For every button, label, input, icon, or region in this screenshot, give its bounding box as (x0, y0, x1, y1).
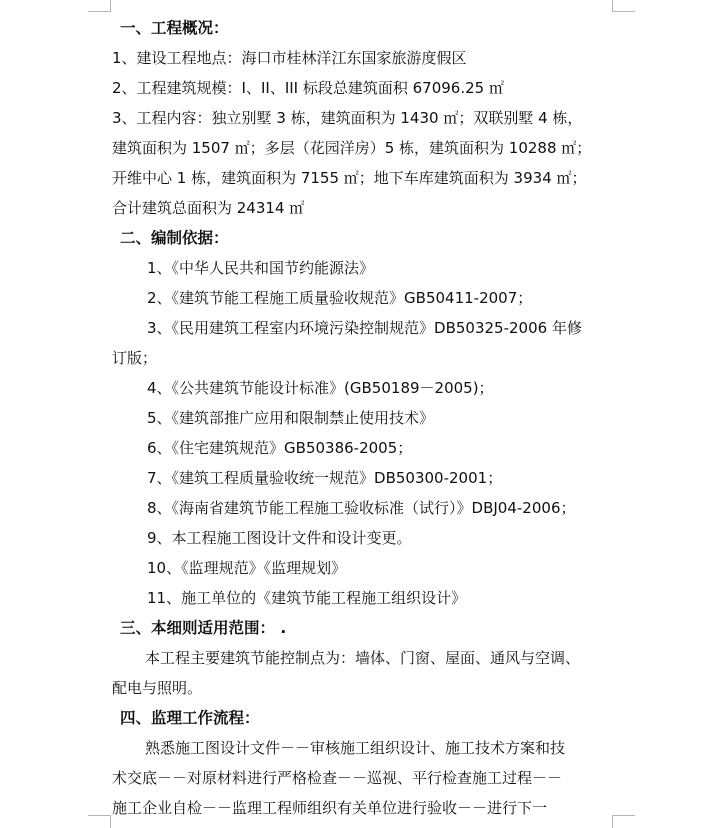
text-line: 施工企业自检－－监理工程师组织有关单位进行验收－－进行下一 (112, 799, 548, 817)
text-line: 9、本工程施工图设计文件和设计变更。 (147, 529, 412, 547)
text-line: 熟悉施工图设计文件－－审核施工组织设计、施工技术方案和技 (145, 739, 566, 757)
text-line: 2、工程建筑规模：I、II、III 标段总建筑面积 67096.25 ㎡ (112, 79, 504, 97)
text-line: 开维中心 1 栋，建筑面积为 7155 ㎡；地下车库建筑面积为 3934 ㎡； (112, 169, 587, 187)
page-corner-mark (88, 0, 111, 12)
section-heading: 一、工程概况： (120, 19, 229, 37)
text-line: 1、《中华人民共和国节约能源法》 (147, 259, 375, 277)
text-line: 8、《海南省建筑节能工程施工验收标准（试行）》DBJ04-2006； (147, 499, 576, 517)
text-line: 3、《民用建筑工程室内环境污染控制规范》DB50325-2006 年修 (147, 319, 582, 337)
text-line: 本工程主要建筑节能控制点为：墙体、门窗、屋面、通风与空调、 (145, 649, 581, 667)
section-heading: 四、监理工作流程： (120, 709, 260, 727)
text-line: 4、《公共建筑节能设计标准》(GB50189－2005)； (147, 379, 494, 397)
text-line: 10、《监理规范》《监理规划》 (147, 559, 347, 577)
text-line: 订版； (112, 349, 158, 367)
text-line: 3、工程内容：独立别墅 3 栋，建筑面积为 1430 ㎡；双联别墅 4 栋， (112, 109, 583, 127)
text-line: 2、《建筑节能工程施工质量验收规范》GB50411-2007； (147, 289, 533, 307)
text-line: 建筑面积为 1507 ㎡；多层（花园洋房）5 栋，建筑面积为 10288 ㎡； (112, 139, 592, 157)
text-line: 配电与照明。 (112, 679, 203, 697)
page-corner-mark (612, 815, 635, 828)
text-line: 1、建设工程地点：海口市桂林洋江东国家旅游度假区 (112, 49, 467, 67)
text-line: 5、《建筑部推广应用和限制禁止使用技术》 (147, 409, 435, 427)
page-corner-mark (88, 815, 111, 828)
text-line: 11、施工单位的《建筑节能工程施工组织设计》 (147, 589, 467, 607)
text-line: 7、《建筑工程质量验收统一规范》DB50300-2001； (147, 469, 503, 487)
section-heading: 三、本细则适用范围： . (120, 619, 287, 637)
text-line: 合计建筑总面积为 24314 ㎡ (112, 199, 305, 217)
text-line: 6、《住宅建筑规范》GB50386-2005； (147, 439, 413, 457)
section-heading: 二、编制依据： (120, 229, 229, 247)
page-corner-mark (612, 0, 635, 12)
text-line: 术交底－－对原材料进行严格检查－－巡视、平行检查施工过程－－ (112, 769, 563, 787)
